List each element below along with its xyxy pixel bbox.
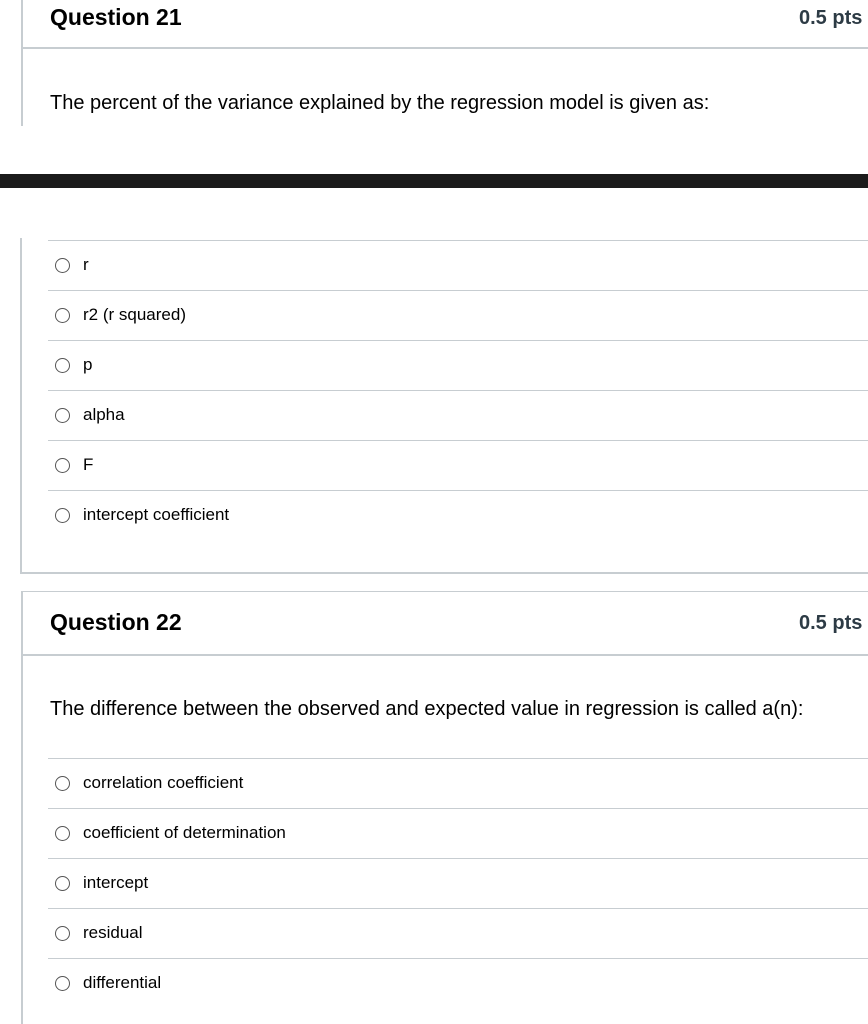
answer-label[interactable]: residual	[83, 923, 143, 942]
radio-button[interactable]	[55, 308, 70, 323]
answer-option[interactable]	[48, 390, 868, 440]
radio-button[interactable]	[55, 408, 70, 423]
answer-option[interactable]	[48, 490, 868, 540]
radio-button[interactable]	[55, 258, 70, 273]
answer-option[interactable]	[48, 440, 868, 490]
radio-button[interactable]	[55, 358, 70, 373]
radio-button[interactable]	[55, 826, 70, 841]
question-title: Question 21	[50, 4, 182, 30]
question-text: The percent of the variance explained by the regression model is given as:	[50, 92, 710, 114]
answer-option[interactable]	[48, 808, 868, 858]
question-points: 0.5 pts	[799, 612, 863, 634]
question-21-body	[21, 49, 23, 126]
answer-option[interactable]	[48, 758, 868, 808]
question-22-body	[21, 656, 23, 1024]
answer-label[interactable]: F	[83, 455, 94, 474]
answer-list-question-22	[48, 758, 868, 1008]
question-title: Question 22	[50, 609, 182, 635]
answer-label[interactable]: alpha	[83, 405, 125, 424]
answer-label[interactable]: correlation coefficient	[83, 773, 244, 792]
radio-button[interactable]	[55, 776, 70, 791]
radio-button[interactable]	[55, 926, 70, 941]
answer-label[interactable]: differential	[83, 973, 162, 992]
answer-option[interactable]	[48, 958, 868, 1008]
radio-button[interactable]	[55, 508, 70, 523]
answer-option[interactable]	[48, 290, 868, 340]
question-text: The difference between the observed and expected value in regression is called a(n):	[50, 698, 804, 720]
answer-option[interactable]	[48, 858, 868, 908]
answer-option[interactable]	[48, 340, 868, 390]
question-21-header	[21, 0, 868, 49]
radio-button[interactable]	[55, 876, 70, 891]
answer-list-question-21	[48, 240, 868, 540]
answer-label[interactable]: r2 (r squared)	[83, 305, 186, 324]
answer-label[interactable]: intercept coefficient	[83, 505, 230, 524]
answer-label[interactable]: intercept	[83, 873, 149, 892]
answer-label[interactable]: coefficient of determination	[83, 823, 286, 842]
question-22-header	[21, 591, 868, 656]
answer-option[interactable]	[48, 908, 868, 958]
answer-option[interactable]	[48, 240, 868, 290]
divider-band	[0, 174, 868, 188]
radio-button[interactable]	[55, 976, 70, 991]
answer-label[interactable]: p	[83, 355, 93, 374]
question-points: 0.5 pts	[799, 7, 863, 29]
answer-label[interactable]: r	[83, 255, 89, 274]
radio-button[interactable]	[55, 458, 70, 473]
